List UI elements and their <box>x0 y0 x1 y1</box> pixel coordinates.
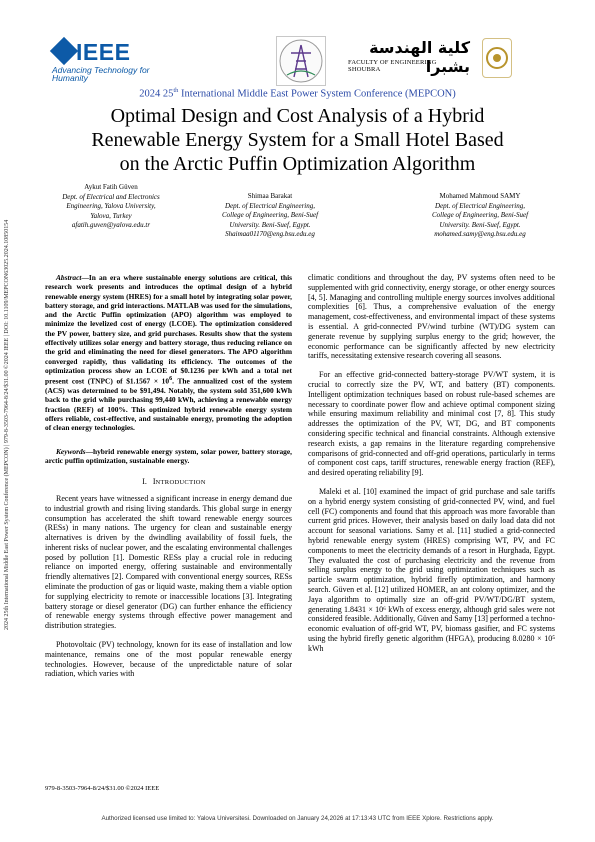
author-block-2 <box>200 192 340 240</box>
abstract-text-1: —In an era where sustainable energy solutions are critical, this research work presents and introduces the optimal design of a hybrid renewable energy system (HRES) for a small hotel by integrating solar power, battery storage, and grid interactions. MATLAB was used for the simulations, and the Arctic Puffin optimization (APO) algorithm was employed to minimize the levelized cost of energy (LCOE). The optimization considered the PV power, battery size, and grid purchases. Results show that the system effectively utilizes solar energy and battery storage, thus reducing reliance on the grid and eliminating the need for diesel generators. The APO algorithm converged rapidly, thus validating its efficiency. The outcomes of the optimization process show an LCOE of $0.1236 per kWh and a total net present cost (TNPC) of $1.1567 × 10 <box>45 273 292 386</box>
body-paragraph: climatic conditions and throughout the day, PV systems often need to be supplemented with grid connectivity, energy storage, or other energy sources [4, 5]. Managing and controlling multiple energy sources involves additional complexities [6]. Thus, a comprehensive evaluation of the energy management, cost-effectiveness, and environmental impact of these systems is essential. A grid-connected PV/wind turbine (WT)/DG system can generate revenue by supplying surplus energy to the grid; however, the economic performance can be significantly affected by new electricity tariffs, necessitating extensive research covering all seasons. <box>308 273 555 361</box>
body-paragraph: Recent years have witnessed a significant increase in energy demand due to industrial growth and rising living standards. This global surge in energy consumption has accelerated the shift toward renewable energy sources (RESs) in many nations. The urgency for clean and sustainable energy alternatives is driven by the dwindling availability of fossil fuels, the inherent risks of nuclear power, and the escalating environmental challenges posed by pollution [1]. Domestic RESs play a crucial role in reducing reliance on imported energy, offering sustainable and environmentally friendly alternatives [2]. Compared with conventional energy sources, RESs eliminate the production of gas or liquid waste, making them a viable option for supplying electricity to remote or inaccessible locations [3]. Integrating battery storage or diesel generator (DG) can further enhance the efficiency of renewable energy systems through effective power management and distribution strategies. <box>45 493 292 631</box>
abstract-lead: Abstract <box>56 273 82 282</box>
banner-sup: th <box>173 87 179 94</box>
author-affiliation: College of Engineering, Beni-Suef <box>431 211 529 219</box>
author-email[interactable]: mohamed.samy@eng.bsu.edu.eg <box>434 230 526 238</box>
faculty-arabic-name: كلية الهندسة بشبرا <box>369 38 470 76</box>
ieee-logo-word: IEEE <box>76 39 131 65</box>
keywords <box>45 447 292 466</box>
banner-prefix: 2024 25 <box>139 88 174 100</box>
abstract <box>45 273 292 433</box>
gear-emblem-icon <box>483 39 511 77</box>
keywords-text: —hybrid renewable energy system, solar power, battery storage, arctic puffin optimization, sustainable energy. <box>45 446 292 465</box>
abstract-text-2: . The annualized cost of the system (ACS) was determined to be $91,494. Notably, the system sold 351,600 kWh back to the grid while purchasing 99,440 kWh, achieving a renewable energy fraction (REF) of 100%. This optimized hybrid renewable energy system offers reliable, cost-effective, and sustainable energy, promoting the adoption of clean energy technologies. <box>45 376 292 433</box>
banner-rest: International Middle East Power System Conference (MEPCON) <box>181 88 456 100</box>
left-column <box>45 273 292 679</box>
faculty-english-name: FACULTY OF ENGINEERING SHOUBRA <box>348 59 437 73</box>
ieee-logo <box>38 36 158 86</box>
abstract-sup: 6 <box>169 376 173 383</box>
section-rest: NTRODUCTION <box>155 479 206 487</box>
body-paragraph: For an effective grid-connected battery-storage PV/WT system, it is crucial to correctly size the PV, WT, and battery (BT) components. Intelligent optimization techniques based on robust rule-based schemes are necessary to coordinate power flow and achieve optimal component sizing while ensuring maximum reliability and minimal cost [7, 8]. This study addresses the optimization of the PV, WT, DG, and BT components considering specific technical and financial constraints. Although extensive research exists, a gap remains in the literature regarding comprehensive comparisons of grid-connected and off-grid operations, particularly in terms of component cost caps, tariff structures, renewable energy fraction (REF), and desired operating reliability [9]. <box>308 370 555 478</box>
author-email[interactable]: afatih.guven@yalova.edu.tr <box>71 221 151 229</box>
keywords-lead: Keywords <box>56 446 86 456</box>
ieee-logo-tagline: Advancing Technology for Humanity <box>52 65 150 83</box>
isbn-footer: 979-8-3503-7964-8/24/$31.00 ©2024 IEEE <box>45 785 160 792</box>
body-paragraph: Photovoltaic (PV) technology, known for its ease of installation and low maintenance, remains one of the most popular renewable energy technologies. However, because of the unpredictable nature of solar radiation, which varies with <box>45 640 292 679</box>
author-block-1 <box>45 183 177 231</box>
author-affiliation: Engineering, Yalova University, <box>66 202 156 210</box>
doi-sidebar-text: 2024 25th International Middle East Power System Conference (MEPCON) | 979-8-3503-7964-8/24/$31.00 ©2024 IEEE | DOI: 10.1109/MEPCON63025.2024.10850154 <box>4 219 10 630</box>
paper-title <box>40 104 555 176</box>
section-heading <box>45 477 292 488</box>
author-email[interactable]: Shaimaa01170@eng.bsu.edu.eg <box>225 230 315 238</box>
title-line-1: Optimal Design and Cost Analysis of a Hybrid <box>110 105 485 127</box>
author-affiliation: Dept. of Electrical and Electronics <box>62 192 160 201</box>
conference-banner <box>0 87 595 100</box>
section-initial: I <box>152 477 156 487</box>
author-affiliation: College of Engineering, Beni-Suef <box>221 211 319 219</box>
right-column <box>308 273 555 653</box>
author-affiliation: Yalova, Turkey <box>90 211 132 220</box>
faculty-emblem-icon <box>482 38 512 78</box>
author-name: Shimaa Barakat <box>247 192 293 200</box>
title-line-3: on the Arctic Puffin Optimization Algorithm <box>119 153 476 175</box>
power-tower-icon <box>277 37 325 85</box>
doi-sidebar <box>4 160 14 630</box>
author-name: Aykut Fatih Güven <box>84 183 138 191</box>
author-affiliation: Dept. of Electrical Engineering, <box>434 201 525 210</box>
conference-emblem <box>276 36 326 86</box>
body-paragraph: Maleki et al. [10] examined the impact of grid purchase and sale tariffs on a hybrid energy system consisting of grid-connected PV, wind, and fuel cell (FC) components and found that this approach was more favorable than current grid prices. However, their analysis based on daily load data did not account for seasonal variations. Samy et al. [11] studied a grid-connected hybrid renewable energy system (HRES) comprising WT, PV, and FC components to meet the electricity demands of a resort in Hurghada, Egypt. They evaluated the cost of purchasing electricity and the revenue from selling surplus energy to the grid using optimization techniques such as particle swarm optimization, hybrid firefly optimization, and harmony search. Güven et al. [12] utilized HOMER, an ant colony optimizer, and the Jaya algorithm to optimally size an off-grid PV/WT/DG/BT system, generating 1.8431 × 10⁶ kWh of excess energy, although grid sales were not considered feasible. Additionally, Güven and Samy [13] performed a techno-economic evaluation of off-grid WT, PV, biomass gasifier, and FC systems using the hybrid firefly genetic algorithm (HFGA), producing 8.0280 × 10⁵ kWh <box>308 486 555 653</box>
author-name: Mohamed Mahmoud SAMY <box>439 192 521 200</box>
ieee-diamond-icon <box>50 37 78 65</box>
title-line-2: Renewable Energy System for a Small Hotel Based <box>91 129 504 151</box>
author-affiliation: University. Beni-Suef, Egypt. <box>439 220 521 229</box>
author-block-3 <box>410 192 550 240</box>
section-numeral: I. <box>142 477 147 487</box>
license-footer: Authorized licensed use limited to: Yalova Universitesi. Downloaded on January 24,2026 at 17:13:43 UTC from IEEE Xplore. Restrictions apply. <box>101 815 494 822</box>
author-affiliation: University. Beni-Suef, Egypt. <box>229 220 311 229</box>
author-affiliation: Dept. of Electrical Engineering, <box>224 201 315 210</box>
